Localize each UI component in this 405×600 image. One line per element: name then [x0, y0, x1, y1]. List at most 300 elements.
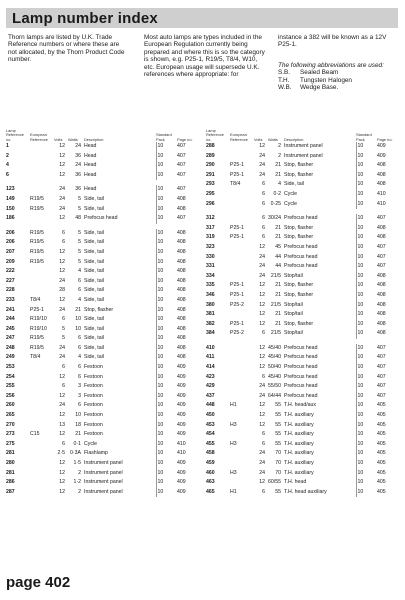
- lamp-ref-cell: 244: [6, 316, 15, 323]
- european-ref-cell: [30, 478, 54, 488]
- abbreviation-code: W.B.: [278, 83, 292, 91]
- volts-cell: 6: [62, 440, 65, 447]
- description-cell: Festoon: [84, 402, 103, 409]
- page-no-cell: 407: [177, 152, 186, 159]
- table-row: [6, 306, 199, 316]
- watts-cell: 30/24: [268, 215, 281, 222]
- page-no-cell: 409: [177, 479, 186, 486]
- european-ref-cell: H1: [230, 488, 237, 495]
- volts-cell: 24: [59, 306, 65, 313]
- description-cell: Stop, flasher: [284, 224, 314, 231]
- page-no-cell: 407: [377, 364, 386, 371]
- table-row: [6, 315, 199, 325]
- watts-cell: 24: [75, 143, 81, 149]
- european-ref-cell: H3: [230, 440, 237, 447]
- european-ref-cell: [30, 440, 54, 450]
- table-row: [206, 200, 399, 210]
- standard-pack-cell: 10: [356, 161, 377, 171]
- description-cell: Prefocus head: [284, 344, 318, 351]
- lamp-ref-cell: 455: [206, 440, 215, 447]
- watts-cell: 4: [278, 181, 281, 188]
- watts-cell: 6: [78, 344, 81, 351]
- page-no-cell: 407: [377, 263, 386, 270]
- standard-pack-cell: 10: [356, 152, 377, 162]
- watts-cell: 3: [78, 392, 81, 399]
- european-ref-cell: [230, 190, 254, 200]
- european-ref-cell: [230, 373, 254, 383]
- lamp-ref-cell: 150: [6, 205, 15, 212]
- table-row: [206, 392, 399, 402]
- volts-cell: 6: [262, 190, 265, 197]
- lamp-ref-cell: 429: [206, 383, 215, 390]
- european-ref-cell: [30, 373, 54, 383]
- watts-cell: 5: [78, 229, 81, 236]
- european-ref-cell: H3: [230, 469, 237, 476]
- volts-cell: 12: [259, 291, 265, 298]
- volts-cell: 28: [59, 287, 65, 294]
- european-ref-cell: [230, 253, 254, 263]
- standard-pack-cell: 10: [356, 401, 377, 411]
- european-ref-cell: R19/5: [30, 205, 44, 212]
- page-no-cell: 408: [377, 320, 386, 327]
- volts-cell: 12: [259, 421, 265, 428]
- description-cell: Side, tail: [84, 248, 104, 255]
- european-ref-cell: [230, 272, 254, 282]
- watts-cell: 5: [78, 239, 81, 246]
- lamp-ref-cell: 448: [206, 402, 215, 409]
- description-cell: Side, tail: [84, 277, 104, 284]
- watts-cell: 21/5: [270, 301, 281, 308]
- description-cell: Side, tail: [284, 181, 304, 188]
- volts-cell: 24: [259, 392, 265, 399]
- page-no-cell: 408: [177, 229, 186, 236]
- lamp-ref-cell: 290: [206, 162, 215, 169]
- page-no-cell: 405: [377, 469, 386, 476]
- intro-text-1: Thorn lamps are listed by U.K. Trade Reference numbers or where these are not allocated, by the Thorn Product Code number.: [8, 34, 125, 64]
- page-no-cell: 408: [377, 311, 386, 318]
- lamp-ref-cell: 270: [6, 421, 15, 428]
- page-no-cell: 405: [377, 460, 386, 466]
- abbreviation-item: [278, 77, 384, 84]
- standard-pack-cell: 10: [156, 478, 177, 488]
- volts-cell: 12: [59, 258, 65, 265]
- standard-pack-cell: 10: [156, 267, 177, 277]
- table-row: [206, 329, 399, 339]
- table-row: [206, 411, 399, 421]
- european-ref-cell: [230, 430, 254, 440]
- standard-pack-cell: 10: [356, 488, 377, 498]
- description-cell: Head: [84, 171, 97, 178]
- standard-pack-cell: 10: [156, 185, 177, 195]
- page-no-cell: 408: [377, 162, 386, 169]
- description-cell: T.H. head/aux: [284, 402, 317, 409]
- volts-cell: 24: [59, 402, 65, 409]
- header-desc: Description: [84, 136, 104, 142]
- watts-cell: 21/5: [270, 330, 281, 337]
- table-row: [6, 373, 199, 383]
- european-ref-cell: P25-1: [230, 282, 244, 289]
- standard-pack-cell: 10: [356, 411, 377, 421]
- watts-cell: 1·5: [73, 460, 81, 466]
- header-ref: Lamp Reference no.: [206, 128, 224, 142]
- lamp-ref-cell: 275: [6, 440, 15, 447]
- table-row: [206, 401, 399, 411]
- page-no-cell: 409: [177, 373, 186, 380]
- standard-pack-cell: 10: [156, 392, 177, 402]
- watts-cell: 2: [278, 143, 281, 149]
- european-ref-cell: H3: [230, 421, 237, 428]
- header-desc: Description: [284, 136, 304, 142]
- header-pack: Standard Pack: [356, 132, 372, 142]
- page-no-cell: 410: [377, 190, 386, 197]
- table-row: [206, 233, 399, 243]
- table-row: [6, 142, 199, 152]
- european-ref-cell: P25-1: [30, 306, 44, 313]
- lamp-ref-cell: 459: [206, 460, 215, 466]
- lamp-ref-cell: 331: [206, 263, 215, 270]
- volts-cell: 6: [262, 224, 265, 231]
- table-row: [206, 373, 399, 383]
- standard-pack-cell: 10: [156, 449, 177, 459]
- lamp-ref-cell: 414: [206, 364, 215, 371]
- watts-cell: 45/40: [268, 373, 281, 380]
- european-ref-cell: R19/5: [30, 248, 44, 255]
- european-ref-cell: [30, 401, 54, 411]
- page-no-cell: 408: [377, 301, 386, 308]
- european-ref-cell: [230, 142, 254, 152]
- standard-pack-cell: 10: [356, 233, 377, 243]
- european-ref-cell: [230, 411, 254, 421]
- description-cell: Festoon: [84, 383, 103, 390]
- description-cell: Stop, flasher: [84, 306, 114, 313]
- lamp-ref-cell: 260: [6, 402, 15, 409]
- description-cell: Side, tail: [84, 287, 104, 294]
- european-ref-cell: [30, 392, 54, 402]
- description-cell: T.H. auxiliary: [284, 440, 314, 447]
- table-row: [206, 243, 399, 253]
- volts-cell: 6: [262, 440, 265, 447]
- volts-cell: 24: [59, 354, 65, 361]
- description-cell: Festoon: [84, 364, 103, 371]
- watts-cell: 3: [78, 383, 81, 390]
- table-row: [206, 171, 399, 181]
- standard-pack-cell: 10: [356, 392, 377, 402]
- standard-pack-cell: 10: [156, 258, 177, 268]
- european-ref-cell: R19/5: [30, 258, 44, 265]
- abbreviation-meaning: Wedge Base.: [300, 83, 339, 91]
- lamp-ref-cell: 265: [6, 412, 15, 419]
- watts-cell: 21: [75, 431, 81, 438]
- volts-cell: 12: [59, 431, 65, 438]
- description-cell: Stop, flasher: [284, 171, 314, 178]
- volts-cell: 12: [59, 392, 65, 399]
- watts-cell: 21: [275, 320, 281, 327]
- standard-pack-cell: 10: [356, 459, 377, 469]
- table-header: [6, 128, 199, 142]
- european-ref-cell: T8/4: [230, 181, 241, 188]
- description-cell: Stop/tail: [284, 330, 303, 337]
- volts-cell: 12: [59, 296, 65, 303]
- description-cell: T.H. auxiliary: [284, 469, 314, 476]
- table-row: [6, 334, 199, 344]
- volts-cell: 6: [262, 215, 265, 222]
- page-no-cell: 405: [377, 440, 386, 447]
- volts-cell: 12: [259, 364, 265, 371]
- lamp-table-left: [6, 128, 199, 497]
- page-no-cell: 408: [177, 268, 186, 275]
- european-ref-cell: T8/4: [30, 296, 41, 303]
- watts-cell: 21: [275, 234, 281, 241]
- volts-cell: 24: [259, 383, 265, 390]
- description-cell: Side, tail: [84, 296, 104, 303]
- header-ref: Lamp Reference no.: [6, 128, 24, 142]
- description-cell: Stop, flasher: [284, 234, 314, 241]
- lamp-ref-cell: 381: [206, 311, 215, 318]
- table-row: [6, 421, 199, 431]
- page-no-cell: 409: [177, 392, 186, 399]
- watts-cell: 6: [78, 364, 81, 371]
- volts-cell: 12: [59, 460, 65, 466]
- table-row: [6, 286, 199, 296]
- watts-cell: 70: [275, 469, 281, 476]
- description-cell: Stop/tail: [284, 272, 303, 279]
- watts-cell: 48: [75, 215, 81, 222]
- volts-cell: 12: [59, 152, 65, 159]
- european-ref-cell: R19/5: [30, 195, 44, 202]
- watts-cell: 4: [78, 268, 81, 275]
- watts-cell: 6: [78, 335, 81, 342]
- volts-cell: 24: [59, 344, 65, 351]
- watts-cell: 44: [275, 253, 281, 260]
- watts-cell: 6: [78, 287, 81, 294]
- lamp-ref-cell: 384: [206, 330, 215, 337]
- page-no-cell: 409: [377, 152, 386, 159]
- european-ref-cell: P25-1: [230, 320, 244, 327]
- watts-cell: 55: [275, 431, 281, 438]
- european-ref-cell: [230, 200, 254, 210]
- description-cell: Stop, flasher: [284, 320, 314, 327]
- page-no-cell: 407: [377, 253, 386, 260]
- volts-cell: 12: [259, 311, 265, 318]
- description-cell: T.H. auxiliary: [284, 431, 314, 438]
- volts-cell: 12: [259, 402, 265, 409]
- standard-pack-cell: 10: [356, 382, 377, 392]
- lamp-ref-cell: 286: [6, 479, 15, 486]
- watts-cell: 0·2: [273, 190, 281, 197]
- lamp-ref-cell: 206: [6, 229, 15, 236]
- european-ref-cell: P25-1: [230, 224, 244, 231]
- european-ref-cell: [230, 459, 254, 469]
- page-no-cell: 407: [377, 373, 386, 380]
- page-title: Lamp number index: [12, 10, 158, 27]
- volts-cell: 24: [259, 253, 265, 260]
- watts-cell: 36: [75, 186, 81, 193]
- lamp-ref-cell: 287: [6, 488, 15, 495]
- volts-cell: 6: [62, 316, 65, 323]
- description-cell: Side, tail: [84, 229, 104, 236]
- table-row: [6, 248, 199, 258]
- standard-pack-cell: 10: [156, 248, 177, 258]
- standard-pack-cell: 10: [156, 488, 177, 498]
- page-no-cell: 409: [177, 421, 186, 428]
- header-watts: Watts: [268, 136, 278, 142]
- lamp-ref-cell: 454: [206, 431, 215, 438]
- watts-cell: 6: [78, 402, 81, 409]
- abbreviation-code: S.B.: [278, 69, 291, 77]
- page-no-cell: 405: [377, 421, 386, 428]
- volts-cell: 24: [259, 450, 265, 457]
- description-cell: Festoon: [84, 431, 103, 438]
- lamp-ref-cell: 437: [206, 392, 215, 399]
- table-row: [6, 344, 199, 354]
- lamp-ref-cell: 458: [206, 450, 215, 457]
- watts-cell: 70: [275, 460, 281, 466]
- lamp-ref-cell: 206: [6, 239, 15, 246]
- standard-pack-cell: 10: [356, 329, 377, 339]
- page-no-cell: 407: [377, 215, 386, 222]
- volts-cell: 12: [59, 469, 65, 476]
- standard-pack-cell: 10: [356, 281, 377, 291]
- description-cell: Side, tail: [84, 195, 104, 202]
- abbreviation-meaning: Tungsten Halogen: [300, 76, 352, 84]
- lamp-ref-cell: 247: [6, 335, 15, 342]
- european-ref-cell: [230, 353, 254, 363]
- standard-pack-cell: 10: [156, 315, 177, 325]
- watts-cell: 70: [275, 450, 281, 457]
- abbreviations: [278, 62, 384, 91]
- table-row: [206, 190, 399, 200]
- table-row: [206, 142, 399, 152]
- table-row: [206, 449, 399, 459]
- volts-cell: 12: [259, 301, 265, 308]
- watts-cell: 10: [75, 325, 81, 332]
- lamp-ref-cell: 233: [6, 296, 15, 303]
- description-cell: Prefocus head: [284, 243, 318, 250]
- watts-cell: 4: [78, 354, 81, 361]
- description-cell: Prefocus head: [284, 392, 318, 399]
- watts-cell: 2: [278, 152, 281, 159]
- standard-pack-cell: 10: [156, 214, 177, 224]
- lamp-ref-cell: 380: [206, 301, 215, 308]
- european-ref-cell: C15: [30, 431, 40, 438]
- description-cell: Prefocus head: [284, 263, 318, 270]
- description-cell: T.H. auxiliary: [284, 460, 314, 466]
- page-no-cell: 405: [377, 479, 386, 486]
- volts-cell: 24: [259, 469, 265, 476]
- page-no-cell: 408: [177, 344, 186, 351]
- table-row: [6, 277, 199, 287]
- watts-cell: 2: [78, 488, 81, 495]
- page-no-cell: 408: [177, 306, 186, 313]
- watts-cell: 55: [275, 421, 281, 428]
- standard-pack-cell: 10: [356, 171, 377, 181]
- european-ref-cell: [30, 267, 54, 277]
- table-row: [206, 363, 399, 373]
- lamp-ref-cell: 296: [206, 200, 215, 207]
- description-cell: Prefocus head: [84, 215, 118, 222]
- table-row: [206, 161, 399, 171]
- standard-pack-cell: 10: [356, 214, 377, 224]
- description-cell: Festoon: [84, 373, 103, 380]
- table-row: [6, 171, 199, 181]
- lamp-ref-cell: 6: [6, 171, 9, 178]
- watts-cell: 21: [275, 162, 281, 169]
- european-ref-cell: [30, 286, 54, 296]
- page-no-cell: 410: [177, 440, 186, 447]
- standard-pack-cell: 10: [356, 142, 377, 152]
- page-no-cell: 408: [377, 330, 386, 337]
- lamp-ref-cell: 291: [206, 171, 215, 178]
- european-ref-cell: R19/5: [30, 229, 44, 236]
- header-eu: European Reference: [230, 132, 248, 142]
- description-cell: Festoon: [84, 412, 103, 419]
- description-cell: Instrument panel: [84, 488, 123, 495]
- page-no-cell: 408: [377, 181, 386, 188]
- page-no-cell: 407: [177, 143, 186, 149]
- standard-pack-cell: 10: [356, 478, 377, 488]
- european-ref-cell: [230, 478, 254, 488]
- table-row: [6, 353, 199, 363]
- table-row: [6, 401, 199, 411]
- standard-pack-cell: 10: [156, 373, 177, 383]
- volts-cell: 12: [259, 282, 265, 289]
- standard-pack-cell: 10: [156, 286, 177, 296]
- description-cell: Prefocus head: [284, 383, 318, 390]
- description-cell: Instrument panel: [284, 152, 323, 159]
- page-no-cell: 410: [377, 200, 386, 207]
- table-row: [206, 421, 399, 431]
- page-no-cell: 405: [377, 488, 386, 495]
- lamp-ref-cell: 460: [206, 469, 215, 476]
- table-row: [206, 272, 399, 282]
- lamp-ref-cell: 334: [206, 272, 215, 279]
- lamp-ref-cell: 465: [206, 488, 215, 495]
- watts-cell: 55: [275, 440, 281, 447]
- lamp-ref-cell: 289: [206, 152, 215, 159]
- watts-cell: 21: [275, 224, 281, 231]
- watts-cell: 5: [78, 205, 81, 212]
- watts-cell: 6: [78, 373, 81, 380]
- page-no-cell: 408: [177, 335, 186, 342]
- watts-cell: 0·3A: [70, 450, 81, 457]
- description-cell: Cycle: [284, 200, 297, 207]
- table-row: [206, 152, 399, 162]
- european-ref-cell: [230, 382, 254, 392]
- standard-pack-cell: 10: [156, 277, 177, 287]
- page-no-cell: 408: [377, 234, 386, 241]
- page-no-cell: 408: [177, 239, 186, 246]
- lamp-ref-cell: 222: [6, 268, 15, 275]
- watts-cell: 60/55: [268, 479, 281, 486]
- page-no-cell: 409: [177, 412, 186, 419]
- volts-cell: 12: [259, 479, 265, 486]
- lamp-ref-cell: 281: [6, 469, 15, 476]
- lamp-ref-cell: 186: [6, 215, 15, 222]
- table-row: [6, 238, 199, 248]
- description-cell: Instrument panel: [84, 479, 123, 486]
- lamp-ref-cell: 450: [206, 412, 215, 419]
- standard-pack-cell: 10: [356, 310, 377, 320]
- volts-cell: 12: [59, 143, 65, 149]
- table-row: [6, 195, 199, 205]
- table-row: [6, 325, 199, 335]
- standard-pack-cell: 10: [356, 353, 377, 363]
- table-row: [206, 344, 399, 354]
- page-no-cell: 407: [377, 243, 386, 250]
- table-row: [6, 459, 199, 469]
- table-row: [6, 185, 199, 195]
- lamp-ref-cell: 228: [6, 287, 15, 294]
